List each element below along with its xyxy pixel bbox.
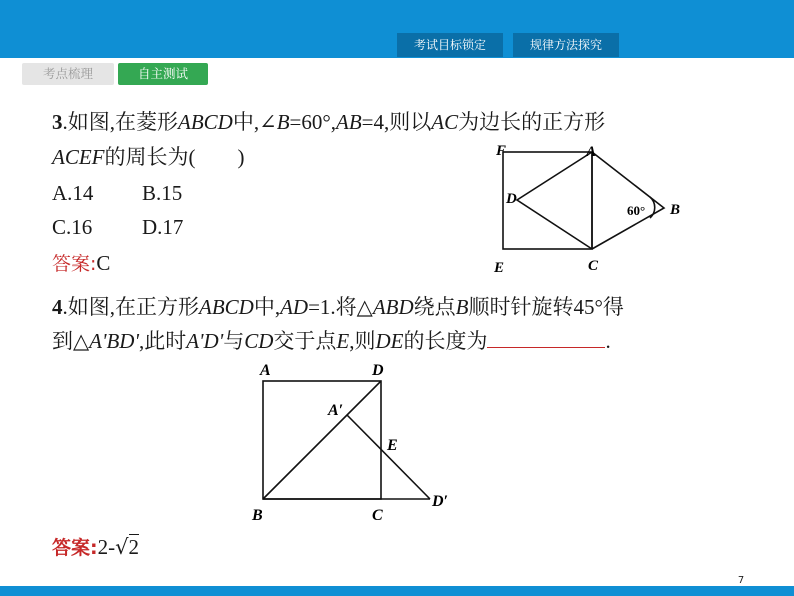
- answer-label: 答案:: [52, 537, 98, 559]
- q3-text: 中,∠: [232, 110, 277, 134]
- q4-text: .: [605, 329, 611, 353]
- sqrt-radicand: 2: [128, 535, 139, 559]
- label-d: D: [506, 191, 517, 207]
- sqrt-sign: √: [115, 535, 129, 559]
- q4-text: A'BD': [89, 329, 139, 353]
- q3-text: 的周长为( ): [104, 145, 245, 169]
- q3-option-a: A.14: [52, 181, 94, 205]
- q4-text: 与: [223, 329, 245, 353]
- label-b: B: [252, 507, 263, 524]
- q4-text: ABCD: [199, 295, 254, 319]
- answer-label: 答案:: [52, 253, 97, 275]
- q4-text: 的长度为: [403, 329, 488, 353]
- label-d-prime: D′: [432, 493, 449, 510]
- subtab-knowledge-review[interactable]: 考点梳理: [22, 63, 114, 85]
- q4-text: E: [336, 329, 350, 353]
- q4-text: 到△: [52, 329, 90, 353]
- q3-answer: [52, 249, 110, 278]
- q3-option-d: D.17: [142, 215, 184, 239]
- rhombus-left: [517, 152, 592, 249]
- q4-line1: [52, 293, 624, 321]
- q4-text: B: [455, 295, 469, 319]
- q4-text: 顺时针旋转45°得: [468, 295, 624, 319]
- q4-text: ,此时: [138, 329, 187, 353]
- q4-number: 4: [52, 295, 63, 319]
- label-c: C: [588, 258, 599, 274]
- q4-text: ABD: [372, 295, 414, 319]
- label-b: B: [670, 202, 681, 218]
- q4-text: AD: [280, 295, 309, 319]
- q4-text: ,则: [349, 329, 376, 353]
- q3-text: .如图,在菱形: [62, 110, 178, 134]
- bottom-banner: [0, 586, 794, 596]
- q3-text: AC: [431, 110, 459, 134]
- diagonal-bd: [263, 381, 381, 499]
- q3-text: ABCD: [178, 110, 233, 134]
- q4-text: A'D': [186, 329, 224, 353]
- q3-text: ACEF: [52, 145, 105, 169]
- q3-line2: [52, 143, 245, 171]
- label-d: D: [372, 362, 384, 379]
- q3-option-b: B.15: [142, 181, 183, 205]
- q3-text: AB: [336, 110, 362, 134]
- q4-text: 交于点: [273, 329, 337, 353]
- label-e: E: [494, 260, 505, 275]
- q3-option-c: C.16: [52, 215, 93, 239]
- q4-text: 绕点: [413, 295, 456, 319]
- answer-value: C: [96, 251, 111, 275]
- side-a-prime-d-prime: [347, 415, 430, 499]
- q4-text: .如图,在正方形: [62, 295, 199, 319]
- tab-method-exploration[interactable]: 规律方法探究: [513, 33, 619, 57]
- q3-text: B: [276, 110, 290, 134]
- subtab-self-test[interactable]: 自主测试: [118, 63, 208, 85]
- q3-text: =4,则以: [361, 110, 432, 134]
- q3-figure: [490, 140, 695, 275]
- label-f: F: [496, 143, 507, 159]
- q4-text: 中,: [253, 295, 281, 319]
- q3-number: 3: [52, 110, 63, 134]
- q3-text: 为边长的正方形: [458, 110, 606, 134]
- tab-exam-goals[interactable]: 考试目标锁定: [397, 33, 503, 57]
- q4-figure: [250, 358, 465, 528]
- q4-line2: [52, 327, 611, 355]
- q4-text: DE: [375, 329, 404, 353]
- label-e: E: [387, 437, 398, 454]
- label-a: A: [260, 362, 271, 379]
- label-a-prime: A′: [328, 402, 344, 419]
- label-c: C: [372, 507, 383, 524]
- answer-blank[interactable]: [487, 329, 605, 348]
- q4-text: =1.将△: [308, 295, 373, 319]
- q3-text: =60°,: [289, 110, 337, 134]
- page-number: 7: [737, 575, 745, 586]
- q3-line1: [52, 108, 605, 136]
- label-a: A: [586, 144, 597, 160]
- q4-text: CD: [244, 329, 274, 353]
- q4-answer: [52, 533, 139, 562]
- answer-value: 2-: [97, 535, 116, 559]
- angle-60-label: 60°: [627, 203, 646, 218]
